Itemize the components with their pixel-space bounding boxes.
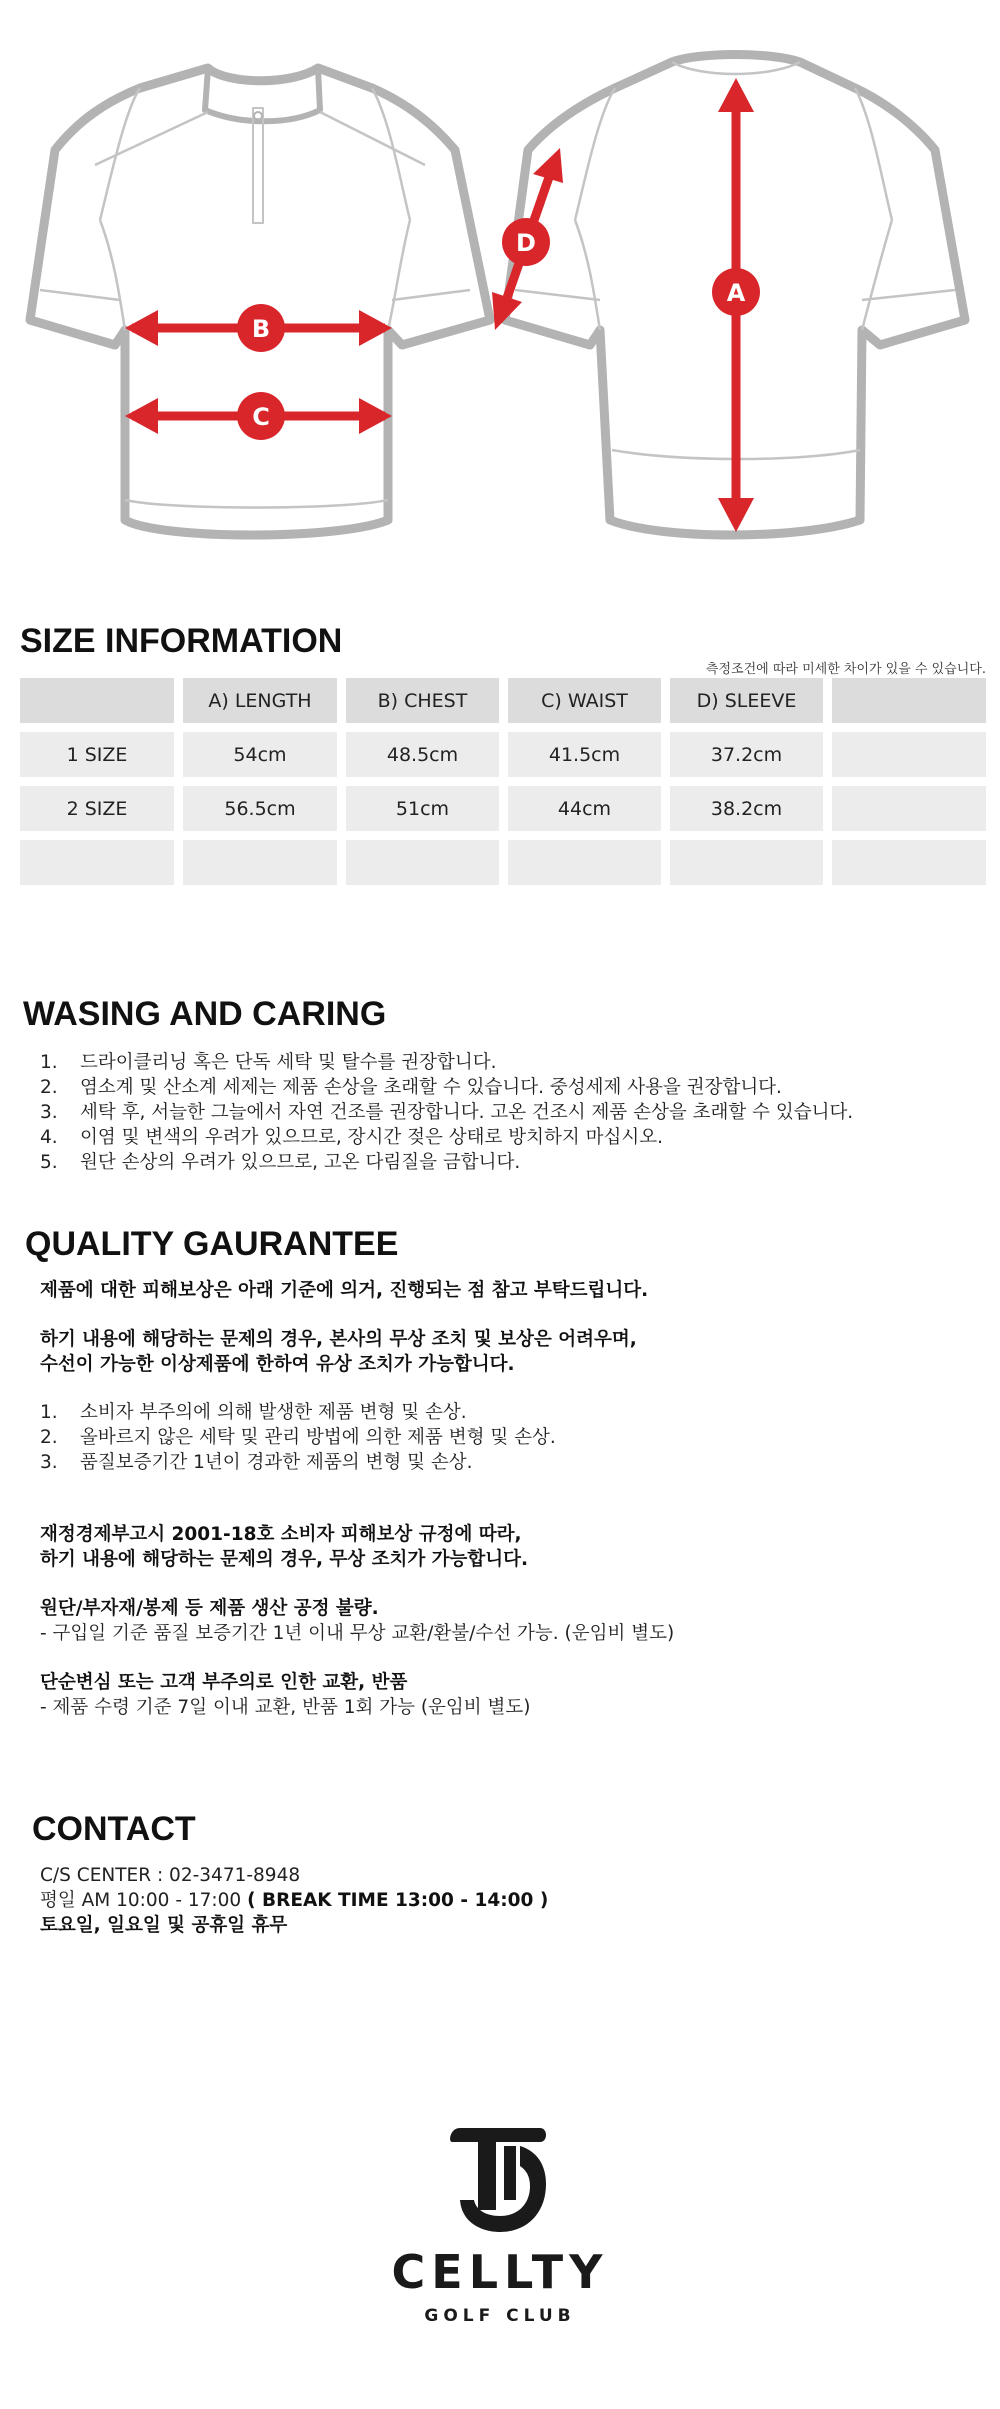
quality-intro: 제품에 대한 피해보상은 아래 기준에 의거, 진행되는 점 참고 부탁드립니다. bbox=[40, 1280, 649, 1301]
table-cell: 54cm bbox=[183, 732, 337, 777]
list-item bbox=[40, 1075, 853, 1100]
list-text: 원단 손상의 우려가 있으므로, 고온 다림질을 금합니다. bbox=[80, 1152, 521, 1173]
table-row bbox=[20, 786, 986, 831]
list-number: 2. bbox=[40, 1077, 58, 1098]
holiday-notice: 토요일, 일요일 및 공휴일 휴무 bbox=[40, 1915, 288, 1936]
list-number: 5. bbox=[40, 1152, 58, 1173]
table-cell bbox=[183, 840, 337, 885]
washing-title: WASING AND CARING bbox=[23, 995, 387, 1033]
quality-free-line1: 재정경제부고시 2001-18호 소비자 피해보상 규정에 따라, bbox=[40, 1524, 522, 1545]
size-info-title: SIZE INFORMATION bbox=[20, 622, 343, 660]
label-b: B bbox=[251, 315, 271, 343]
brand-sub: GOLF CLUB bbox=[424, 2306, 576, 2326]
list-item bbox=[40, 1450, 556, 1475]
table-cell: 48.5cm bbox=[346, 732, 499, 777]
business-hours bbox=[40, 1888, 548, 1913]
quality-paid-line2: 수선이 가능한 이상제품에 한하여 유상 조치가 가능합니다. bbox=[40, 1354, 515, 1375]
quality-free-line2: 하기 내용에 해당하는 문제의 경우, 무상 조치가 가능합니다. bbox=[40, 1549, 529, 1570]
quality-list bbox=[40, 1400, 556, 1475]
list-text: 올바르지 않은 세탁 및 관리 방법에 의한 제품 변형 및 손상. bbox=[80, 1427, 556, 1448]
label-c: C bbox=[252, 403, 270, 431]
table-cell: 2 SIZE bbox=[20, 786, 174, 831]
list-number: 4. bbox=[40, 1127, 58, 1148]
table-row bbox=[20, 732, 986, 777]
header-cell bbox=[20, 678, 174, 723]
brand-logo-icon bbox=[440, 2120, 560, 2240]
header-cell: D) SLEEVE bbox=[670, 678, 823, 723]
list-number: 1. bbox=[40, 1052, 58, 1073]
garment-measurement-diagram bbox=[0, 0, 1000, 580]
table-cell bbox=[20, 840, 174, 885]
table-header-row bbox=[20, 678, 986, 723]
table-cell bbox=[670, 840, 823, 885]
list-number: 2. bbox=[40, 1427, 58, 1448]
list-item bbox=[40, 1400, 556, 1425]
size-note: 측정조건에 따라 미세한 차이가 있을 수 있습니다. bbox=[705, 662, 986, 677]
header-cell: C) WAIST bbox=[508, 678, 661, 723]
table-cell: 56.5cm bbox=[183, 786, 337, 831]
list-number: 3. bbox=[40, 1102, 58, 1123]
list-text: 품질보증기간 1년이 경과한 제품의 변형 및 손상. bbox=[80, 1452, 473, 1473]
measurement-arrows bbox=[125, 78, 760, 532]
table-cell: 1 SIZE bbox=[20, 732, 174, 777]
brand-name: CELLTY bbox=[391, 2245, 609, 2299]
quality-paid-line1: 하기 내용에 해당하는 문제의 경우, 본사의 무상 조치 및 보상은 어려우며, bbox=[40, 1329, 637, 1350]
list-item bbox=[40, 1150, 853, 1175]
change-title: 단순변심 또는 고객 부주의로 인한 교환, 반품 bbox=[40, 1672, 408, 1693]
table-cell bbox=[832, 732, 986, 777]
change-text: - 제품 수령 기준 7일 이내 교환, 반품 1회 가능 (운임비 별도) bbox=[40, 1697, 531, 1718]
quality-title: QUALITY GAURANTEE bbox=[25, 1225, 399, 1263]
contact-title: CONTACT bbox=[32, 1810, 196, 1848]
table-cell: 44cm bbox=[508, 786, 661, 831]
front-garment bbox=[30, 68, 490, 535]
size-table bbox=[20, 678, 986, 894]
list-item bbox=[40, 1100, 853, 1125]
list-item bbox=[40, 1050, 853, 1075]
list-number: 1. bbox=[40, 1402, 58, 1423]
table-cell: 37.2cm bbox=[670, 732, 823, 777]
table-cell: 38.2cm bbox=[670, 786, 823, 831]
list-item bbox=[40, 1125, 853, 1150]
header-cell bbox=[832, 678, 986, 723]
table-cell: 51cm bbox=[346, 786, 499, 831]
list-text: 염소계 및 산소계 세제는 제품 손상을 초래할 수 있습니다. 중성세제 사용을 권장합니다. bbox=[80, 1077, 782, 1098]
table-cell bbox=[832, 840, 986, 885]
label-d: D bbox=[516, 229, 536, 257]
header-cell: B) CHEST bbox=[346, 678, 499, 723]
list-text: 소비자 부주의에 의해 발생한 제품 변형 및 손상. bbox=[80, 1402, 467, 1423]
defect-title: 원단/부자재/봉제 등 제품 생산 공정 불량. bbox=[40, 1598, 379, 1619]
table-cell bbox=[832, 786, 986, 831]
list-text: 이염 및 변색의 우려가 있으므로, 장시간 젖은 상태로 방치하지 마십시오. bbox=[80, 1127, 663, 1148]
header-cell: A) LENGTH bbox=[183, 678, 337, 723]
list-number: 3. bbox=[40, 1452, 58, 1473]
washing-list bbox=[40, 1050, 853, 1175]
table-cell bbox=[346, 840, 499, 885]
cs-center: C/S CENTER : 02-3471-8948 bbox=[40, 1865, 301, 1886]
table-cell: 41.5cm bbox=[508, 732, 661, 777]
hours-text: 평일 AM 10:00 - 17:00 bbox=[40, 1890, 242, 1911]
table-cell bbox=[508, 840, 661, 885]
table-row bbox=[20, 840, 986, 885]
break-time: ( BREAK TIME 13:00 - 14:00 ) bbox=[247, 1890, 549, 1911]
list-text: 드라이클리닝 혹은 단독 세탁 및 탈수를 권장합니다. bbox=[80, 1052, 497, 1073]
list-item bbox=[40, 1425, 556, 1450]
defect-text: - 구입일 기준 품질 보증기간 1년 이내 무상 교환/환불/수선 가능. (운임비 별도) bbox=[40, 1623, 675, 1644]
label-a: A bbox=[726, 279, 746, 307]
list-text: 세탁 후, 서늘한 그늘에서 자연 건조를 권장합니다. 고온 건조시 제품 손상을 초래할 수 있습니다. bbox=[80, 1102, 854, 1123]
